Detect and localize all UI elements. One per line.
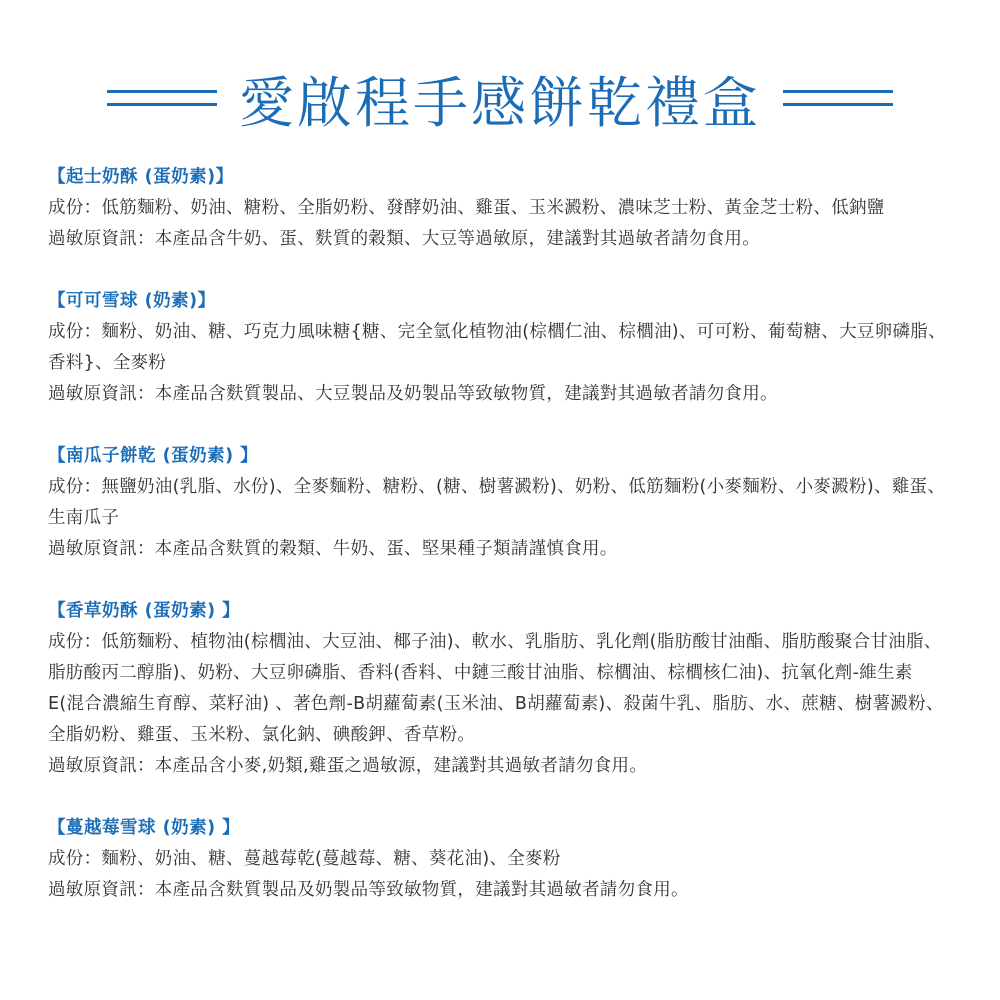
product-name: 【香草奶酥 (蛋奶素) 】	[48, 601, 241, 621]
product-allergen-info: 過敏原資訊：本產品含麩質製品及奶製品等致敏物質，建議對其過敏者請勿食用。	[48, 880, 689, 900]
product-allergen-info: 過敏原資訊：本產品含牛奶、蛋、麩質的穀類、大豆等過敏原，建議對其過敏者請勿食用。	[48, 229, 760, 249]
product-cheese-shortbread	[48, 162, 948, 255]
product-vanilla-shortbread	[48, 596, 948, 782]
product-allergen-info: 過敏原資訊：本產品含麩質的穀類、牛奶、蛋、堅果種子類請謹慎食用。	[48, 539, 618, 559]
title-decoration-left	[107, 90, 217, 106]
product-allergen-info: 過敏原資訊：本產品含麩質製品、大豆製品及奶製品等致敏物質，建議對其過敏者請勿食用。	[48, 384, 778, 404]
product-cocoa-snowball	[48, 286, 948, 410]
product-pumpkin-seed-cookie	[48, 441, 948, 565]
product-ingredients: 成份：麵粉、奶油、糖、巧克力風味糖{糖、完全氫化植物油(棕櫚仁油、棕櫚油)、可可粉、葡萄糖、大豆卵磷脂、香料}、全麥粉	[48, 322, 946, 373]
product-ingredients: 成份：低筋麵粉、奶油、糖粉、全脂奶粉、發酵奶油、雞蛋、玉米澱粉、濃味芝士粉、黃金芝士粉、低鈉鹽	[48, 198, 885, 218]
page-title: 愛啟程手感餅乾禮盒	[238, 70, 761, 135]
title-banner	[0, 58, 1000, 138]
product-name: 【可可雪球 (奶素)】	[48, 291, 216, 311]
title-decoration-right	[783, 90, 893, 106]
product-ingredients: 成份：無鹽奶油(乳脂、水份)、全麥麵粉、糖粉、(糖、樹薯澱粉)、奶粉、低筋麵粉(小麥麵粉、小麥澱粉)、雞蛋、生南瓜子	[48, 477, 946, 528]
product-allergen-info: 過敏原資訊：本產品含小麥,奶類,雞蛋之過敏源，建議對其過敏者請勿食用。	[48, 756, 648, 776]
product-cranberry-snowball	[48, 813, 948, 906]
product-ingredients: 成份：麵粉、奶油、糖、蔓越莓乾(蔓越莓、糖、葵花油)、全麥粉	[48, 849, 561, 869]
product-name: 【蔓越莓雪球 (奶素) 】	[48, 818, 241, 838]
product-name: 【起士奶酥 (蛋奶素)】	[48, 167, 234, 187]
product-list	[48, 162, 948, 937]
product-name: 【南瓜子餅乾 (蛋奶素) 】	[48, 446, 259, 466]
product-ingredients: 成份：低筋麵粉、植物油(棕櫚油、大豆油、椰子油)、軟水、乳脂肪、乳化劑(脂肪酸甘油酯、脂肪酸聚合甘油脂、脂肪酸丙二醇脂)、奶粉、大豆卵磷脂、香料(香料、中鏈三酸甘油脂、棕櫚油、棕櫚核仁油)、抗氧化劑-維生素E(混合濃縮生育醇、菜籽油) 、著色劑-B胡蘿蔔素(玉米油、B胡蘿蔔素)、殺菌牛乳、脂肪、水、蔗糖、樹薯澱粉、全脂奶粉、雞蛋、玉米粉、氯化鈉、碘酸鉀、香草粉。	[48, 632, 944, 745]
